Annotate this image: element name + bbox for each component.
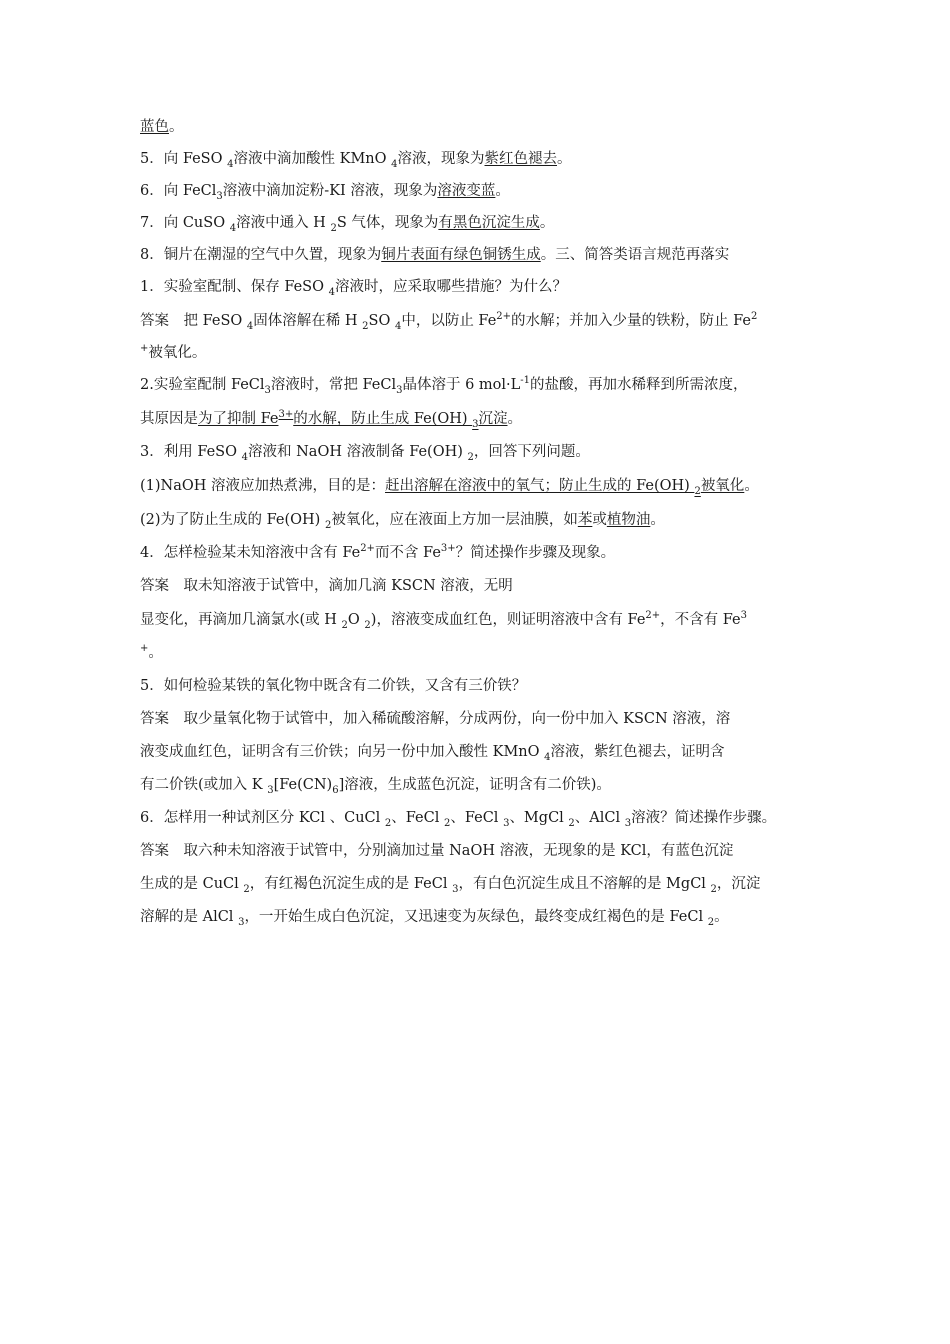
answer-fill: 2 bbox=[694, 485, 701, 497]
text-run: 2 bbox=[384, 817, 392, 829]
text-line bbox=[140, 118, 184, 136]
text-run: 固体溶解在稀 H bbox=[253, 313, 363, 329]
text-run: 其原因是 bbox=[140, 411, 198, 427]
text-run: 3 bbox=[264, 384, 271, 396]
text-run: 4 bbox=[229, 222, 237, 234]
answer-fill: 赶出溶解在溶液中的氧气；防止生成的 Fe(OH) bbox=[385, 478, 695, 494]
text-run: 4 bbox=[391, 158, 398, 170]
text-line bbox=[140, 710, 730, 728]
answer-fill: 沉淀 bbox=[478, 411, 508, 427]
answer-fill: 植物油 bbox=[606, 512, 651, 528]
text-run: 2 bbox=[707, 916, 715, 928]
text-run: 4．怎样检验某未知溶液中含有 Fe bbox=[140, 545, 361, 561]
text-run: 3．利用 FeSO bbox=[140, 444, 242, 460]
text-run: 中，以防止 Fe bbox=[401, 313, 497, 329]
text-run: 的盐酸，再加水稀释到所需浓度， bbox=[530, 377, 748, 393]
text-run: 答案 取少量氧化物于试管中，加入稀硫酸溶解，分成两份，向一份中加入 KSCN 溶液，溶 bbox=[140, 711, 731, 727]
text-run: 、FeCl bbox=[391, 810, 444, 826]
answer-fill: 3+ bbox=[278, 409, 294, 421]
text-run: 溶液时，常把 FeCl bbox=[270, 377, 397, 393]
text-run: [Fe(CN) bbox=[273, 777, 333, 793]
text-run: 。 bbox=[650, 512, 665, 528]
text-line bbox=[140, 410, 522, 428]
text-run: -1 bbox=[520, 375, 531, 387]
text-run: 1．实验室配制、保存 FeSO bbox=[140, 279, 329, 295]
text-run: 2 bbox=[362, 320, 369, 332]
text-run: 而不含 Fe bbox=[374, 545, 441, 561]
text-run: 2+ bbox=[360, 543, 375, 555]
answer-fill: 铜片表面有绿色铜锈生成 bbox=[381, 247, 541, 263]
text-run: 2 bbox=[710, 883, 717, 895]
text-run: 5．向 FeSO bbox=[140, 151, 228, 167]
text-line bbox=[140, 477, 759, 495]
answer-fill: 蓝色 bbox=[140, 119, 169, 135]
text-run: 3 bbox=[267, 784, 274, 796]
text-run: 液变成血红色，证明含有三价铁；向另一份中加入酸性 KMnO bbox=[140, 744, 545, 760]
text-run: 。 bbox=[169, 119, 184, 135]
answer-fill: 3 bbox=[472, 418, 479, 430]
text-run: 3 bbox=[216, 190, 223, 202]
text-run: 。 bbox=[495, 183, 510, 199]
text-run: 2+ bbox=[645, 610, 661, 622]
text-run: 溶液中滴加酸性 KMnO bbox=[233, 151, 392, 167]
text-line bbox=[140, 677, 526, 695]
text-line bbox=[140, 246, 729, 264]
text-run: 4 bbox=[241, 451, 248, 463]
text-run: 4 bbox=[328, 286, 335, 298]
text-run: 或 bbox=[592, 512, 607, 528]
text-run: 3 bbox=[624, 817, 632, 829]
text-run: ，沉淀 bbox=[716, 876, 761, 892]
text-run: + bbox=[140, 643, 149, 655]
text-line bbox=[140, 182, 510, 200]
answer-fill: 被氧化 bbox=[700, 478, 745, 494]
text-run: 被氧化，应在液面上方加一层油膜，如 bbox=[331, 512, 578, 528]
answer-fill: 的水解，防止生成 Fe(OH) bbox=[293, 411, 473, 427]
text-run: 2 bbox=[243, 883, 250, 895]
text-run: 2 bbox=[330, 222, 337, 234]
text-run: 4 bbox=[246, 320, 254, 332]
text-line bbox=[140, 544, 615, 562]
text-run: 溶液和 NaOH 溶液制备 Fe(OH) bbox=[248, 444, 468, 460]
text-run: 2 bbox=[324, 519, 332, 531]
text-line bbox=[140, 312, 757, 330]
text-run: 3 bbox=[740, 610, 747, 622]
text-run: ，有白色沉淀生成且不溶解的是 MgCl bbox=[458, 876, 711, 892]
answer-fill: 苯 bbox=[577, 512, 593, 528]
text-line bbox=[140, 809, 776, 827]
text-run: 6．向 FeCl bbox=[140, 183, 217, 199]
text-run: 溶液时，应采取哪些措施？为什么？ bbox=[335, 279, 567, 295]
text-run: O bbox=[347, 612, 365, 628]
text-run: 8．铜片在潮湿的空气中久置，现象为 bbox=[140, 247, 382, 263]
text-run: + bbox=[140, 343, 149, 355]
text-run: 7．向 CuSO bbox=[140, 215, 230, 231]
text-run: 2 bbox=[443, 817, 451, 829]
text-run: 溶液中通入 H bbox=[236, 215, 331, 231]
text-run: S 气体，现象为 bbox=[336, 215, 439, 231]
text-run: 。 bbox=[507, 411, 523, 427]
text-run: )，溶液变成血红色，则证明溶液中含有 Fe bbox=[370, 612, 646, 628]
text-run: 。 bbox=[539, 215, 555, 231]
text-run: 5．如何检验某铁的氧化物中既含有二价铁，又含有三价铁？ bbox=[140, 678, 527, 694]
text-line bbox=[140, 875, 760, 893]
text-line bbox=[140, 376, 748, 394]
text-run: (1)NaOH 溶液应加热煮沸，目的是： bbox=[140, 478, 386, 494]
text-run: 4 bbox=[227, 158, 234, 170]
text-run: 、AlCl bbox=[574, 810, 625, 826]
text-run: 3 bbox=[396, 384, 403, 396]
answer-fill: 为了抑制 Fe bbox=[198, 411, 279, 427]
text-run: 2+ bbox=[496, 311, 512, 323]
text-line bbox=[140, 842, 733, 860]
text-run: 3 bbox=[503, 817, 510, 829]
text-run: 答案 把 FeSO bbox=[140, 313, 247, 329]
text-run: 2 bbox=[751, 311, 758, 323]
text-run: 溶液中滴加淀粉-KI 溶液，现象为 bbox=[222, 183, 438, 199]
text-run: ，一开始生成白色沉淀，又迅速变为灰绿色，最终变成红褐色的是 FeCl bbox=[244, 909, 708, 925]
text-run: 、MgCl bbox=[509, 810, 569, 826]
text-run: ，不含有 Fe bbox=[660, 612, 741, 628]
text-run: 4 bbox=[394, 320, 402, 332]
text-line bbox=[140, 150, 572, 168]
text-run: ，回答下列问题。 bbox=[473, 444, 590, 460]
text-line bbox=[140, 776, 611, 794]
text-line bbox=[140, 511, 665, 529]
answer-fill: 有黑色沉淀生成 bbox=[438, 215, 540, 231]
text-run: 的水解；并加入少量的铁粉，防止 Fe bbox=[511, 313, 752, 329]
text-run: 2 bbox=[568, 817, 575, 829]
text-run: 被氧化。 bbox=[148, 345, 207, 361]
text-run: 2 bbox=[467, 451, 474, 463]
text-run: 2.实验室配制 FeCl bbox=[140, 377, 265, 393]
text-run: ？简述操作步骤及现象。 bbox=[455, 545, 616, 561]
text-line bbox=[140, 908, 729, 926]
text-run: 3 bbox=[452, 883, 459, 895]
text-run: 6．怎样用一种试剂区分 KCl 、CuCl bbox=[140, 810, 385, 826]
text-run: 有二价铁(或加入 K bbox=[140, 777, 268, 793]
text-run: 显变化，再滴加几滴氯水(或 H bbox=[140, 612, 342, 628]
text-run: 答案 取六种未知溶液于试管中，分别滴加过量 NaOH 溶液，无现象的是 KCl，有蓝色沉淀 bbox=[140, 843, 734, 859]
text-run: 3+ bbox=[440, 543, 456, 555]
text-line bbox=[140, 611, 747, 629]
text-run: 。三、简答类语言规范再落实 bbox=[540, 247, 730, 263]
text-line bbox=[140, 344, 206, 362]
text-run: 2 bbox=[364, 619, 371, 631]
text-run: 。 bbox=[148, 645, 163, 661]
text-run: 、FeCl bbox=[450, 810, 504, 826]
text-run: 溶解的是 AlCl bbox=[140, 909, 239, 925]
text-run: 。 bbox=[557, 151, 572, 167]
text-run: 2 bbox=[341, 619, 348, 631]
text-run: 晶体溶于 6 mol·L bbox=[402, 377, 521, 393]
text-run: ，有红褐色沉淀生成的是 FeCl bbox=[249, 876, 453, 892]
text-run: 答案 取未知溶液于试管中，滴加几滴 KSCN 溶液，无明 bbox=[140, 578, 513, 594]
text-line bbox=[140, 214, 554, 232]
text-run: SO bbox=[368, 313, 395, 329]
text-run: ]溶液，生成蓝色沉淀，证明含有二价铁)。 bbox=[338, 777, 611, 793]
text-line bbox=[140, 743, 725, 761]
text-line bbox=[140, 644, 163, 662]
answer-fill: 溶液变蓝 bbox=[437, 183, 496, 199]
text-run: 溶液，紫红色褪去，证明含 bbox=[550, 744, 725, 760]
text-run: 6 bbox=[332, 784, 339, 796]
text-run: 4 bbox=[544, 751, 551, 763]
text-run: 。 bbox=[744, 478, 759, 494]
text-line bbox=[140, 577, 513, 595]
text-run: 溶液？简述操作步骤。 bbox=[631, 810, 777, 826]
text-line bbox=[140, 278, 567, 296]
text-run: (2)为了防止生成的 Fe(OH) bbox=[140, 512, 325, 528]
text-run: 生成的是 CuCl bbox=[140, 876, 244, 892]
text-run: 。 bbox=[714, 909, 729, 925]
text-run: 溶液，现象为 bbox=[397, 151, 485, 167]
answer-fill: 紫红色褪去 bbox=[484, 151, 557, 167]
text-line bbox=[140, 443, 590, 461]
text-run: 3 bbox=[238, 916, 245, 928]
